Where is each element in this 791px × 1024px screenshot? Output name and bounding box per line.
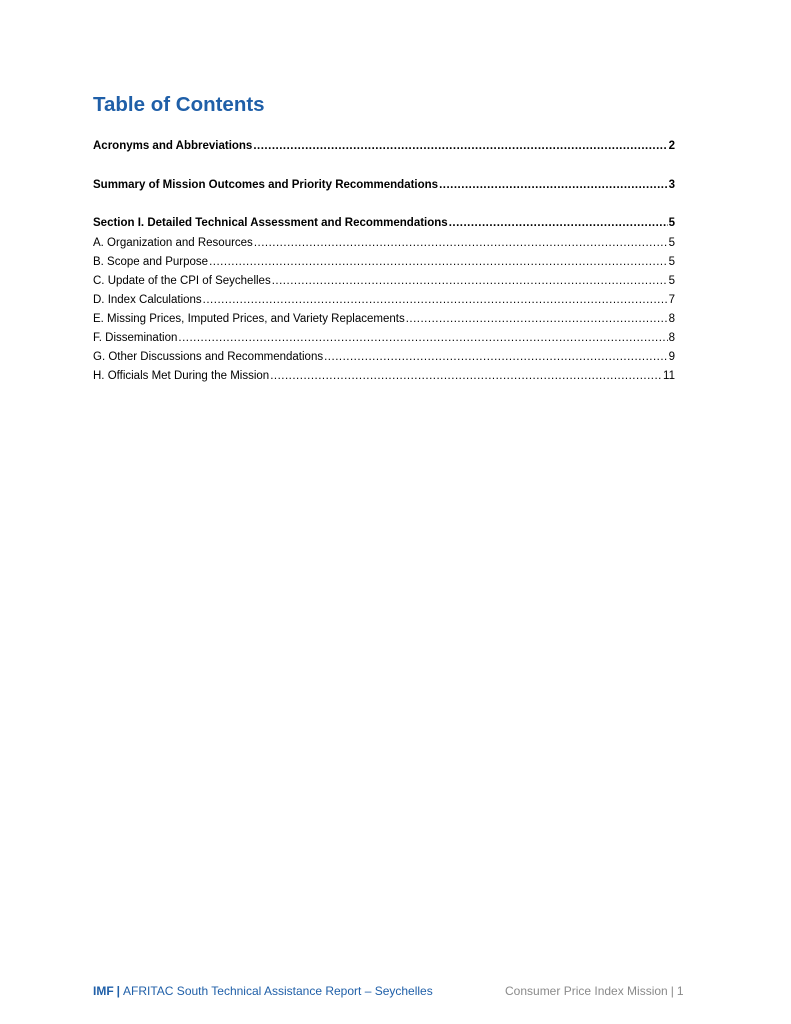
toc-entry-label: H. Officials Met During the Mission bbox=[93, 370, 270, 382]
toc-entry-acronyms[interactable] bbox=[93, 139, 675, 154]
toc-entry-b[interactable] bbox=[93, 255, 675, 270]
toc-entry-label: B. Scope and Purpose bbox=[93, 256, 209, 268]
page-title: Table of Contents bbox=[93, 93, 265, 116]
toc-entry-label: C. Update of the CPI of Seychelles bbox=[93, 275, 271, 287]
toc-entry-page: 8 bbox=[668, 313, 675, 325]
toc-entry-page: 11 bbox=[663, 370, 675, 382]
toc-entry-page: 7 bbox=[668, 294, 675, 306]
toc-entry-label: E. Missing Prices, Imputed Prices, and Variety Replacements bbox=[93, 313, 405, 325]
toc-entry-c[interactable] bbox=[93, 274, 675, 289]
toc-entry-label: F. Dissemination bbox=[93, 332, 178, 344]
toc-entry-e[interactable] bbox=[93, 312, 675, 327]
dot-leader bbox=[449, 216, 668, 231]
toc-entry-d[interactable] bbox=[93, 293, 675, 308]
toc-entry-page: 5 bbox=[668, 237, 675, 249]
toc-entry-label: Section I. Detailed Technical Assessment and Recommendations bbox=[93, 217, 448, 229]
toc-entry-a[interactable] bbox=[93, 236, 675, 251]
toc-entry-f[interactable] bbox=[93, 331, 675, 346]
footer-brand: IMF bbox=[93, 984, 114, 998]
toc-entry-summary[interactable] bbox=[93, 178, 675, 193]
dot-leader bbox=[178, 331, 667, 346]
dot-leader bbox=[324, 350, 667, 365]
dot-leader bbox=[406, 312, 668, 327]
toc-entry-section-i[interactable] bbox=[93, 216, 675, 231]
footer-page-info bbox=[505, 983, 684, 999]
toc-entry-label: A. Organization and Resources bbox=[93, 237, 253, 249]
toc-entry-label: G. Other Discussions and Recommendations bbox=[93, 351, 324, 363]
dot-leader bbox=[203, 293, 668, 308]
footer-report-info bbox=[93, 983, 433, 999]
footer-page-number: 1 bbox=[676, 984, 684, 998]
toc-entry-page: 5 bbox=[668, 275, 675, 287]
toc-entry-page: 5 bbox=[668, 217, 675, 229]
dot-leader bbox=[272, 274, 668, 289]
dot-leader bbox=[254, 236, 668, 251]
footer-page-separator: | bbox=[670, 984, 674, 998]
toc-entry-label: Summary of Mission Outcomes and Priority Recommendations bbox=[93, 179, 439, 191]
toc-entry-label: D. Index Calculations bbox=[93, 294, 202, 306]
toc-entry-g[interactable] bbox=[93, 350, 675, 365]
toc-entry-page: 5 bbox=[668, 256, 675, 268]
dot-leader bbox=[253, 139, 667, 154]
toc-entry-page: 9 bbox=[668, 351, 675, 363]
footer-mission: Consumer Price Index Mission bbox=[505, 984, 668, 998]
toc-entry-page: 3 bbox=[668, 179, 675, 191]
dot-leader bbox=[209, 255, 668, 270]
footer-report-title: AFRITAC South Technical Assistance Report – Seychelles bbox=[123, 984, 433, 998]
toc-entry-page: 8 bbox=[668, 332, 675, 344]
footer-separator: | bbox=[116, 984, 121, 998]
toc-entry-h[interactable] bbox=[93, 369, 675, 384]
dot-leader bbox=[439, 178, 668, 193]
toc-entry-page: 2 bbox=[668, 140, 675, 152]
dot-leader bbox=[270, 369, 662, 384]
toc-entry-label: Acronyms and Abbreviations bbox=[93, 140, 253, 152]
